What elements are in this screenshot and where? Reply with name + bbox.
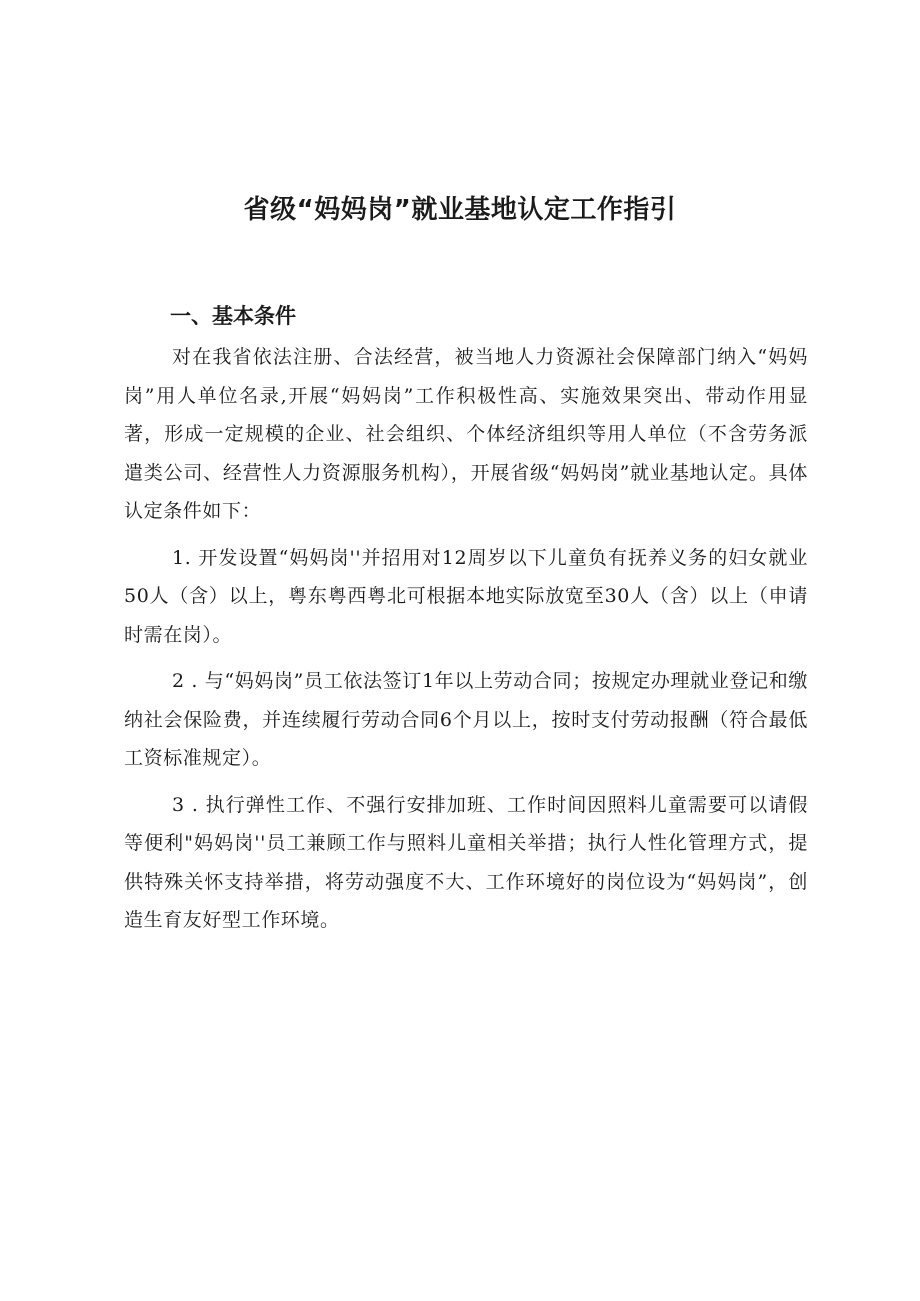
document-body bbox=[124, 338, 808, 940]
document-title: 省级“妈妈岗”就业基地认定工作指引 bbox=[243, 195, 677, 225]
condition-paragraph-1: 1. 开发设置“妈妈岗''并招用对12周岁以下儿童负有抚养义务的妇女就业50人（含）以上，粤东粤西粤北可根据本地实际放宽至30人（含）以上（申请时需在岗）。 bbox=[124, 546, 808, 646]
condition-paragraph-2: 2 . 与“妈妈岗”员工依法签订1年以上劳动合同；按规定办理就业登记和缴纳社会保险费，并连续履行劳动合同6个月以上，按时支付劳动报酬（符合最低工资标准规定）。 bbox=[124, 670, 808, 769]
condition-paragraph-3: 3 . 执行弹性工作、不强行安排加班、工作时间因照料儿童需要可以请假等便利"妈妈岗''员工兼顾工作与照料儿童相关举措；执行人性化管理方式，提供特殊关怀支持举措，将劳动强度不大、工作环境好的岗位设为“妈妈岗”，创造生育友好型工作环境。 bbox=[124, 793, 808, 931]
intro-paragraph: 对在我省依法注册、合法经营，被当地人力资源社会保障部门纳入“妈妈岗”用人单位名录,开展“妈妈岗”工作积极性高、实施效果突出、带动作用显著，形成一定规模的企业、社会组织、个体经济组织等用人单位（不含劳务派遣类公司、经营性人力资源服务机构），开展省级“妈妈岗”就业基地认定。具体认定条件如下： bbox=[124, 346, 808, 522]
section-heading: 一、基本条件 bbox=[170, 304, 296, 328]
